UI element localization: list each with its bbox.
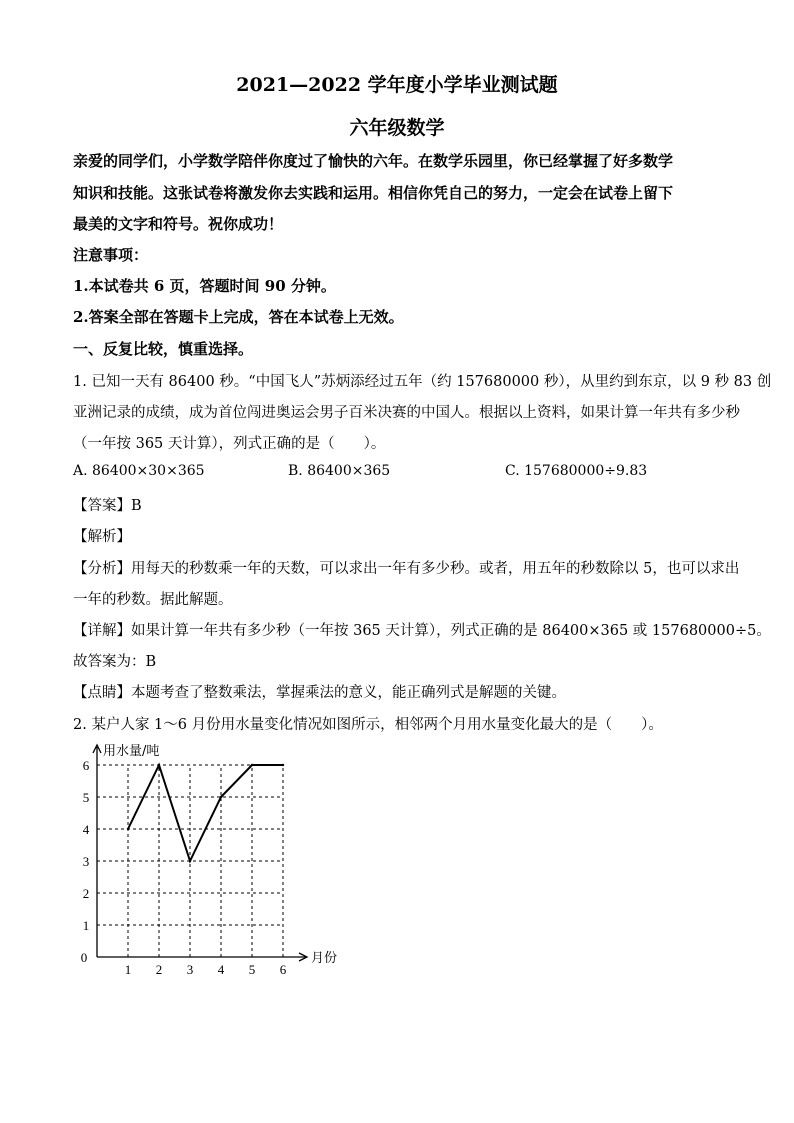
- y-tick-label: 3: [82, 854, 90, 869]
- q1-option-c: C. 157680000÷9.83: [505, 463, 648, 479]
- x-tick-label: 3: [186, 962, 194, 977]
- x-tick-label: 6: [279, 962, 287, 977]
- notes-heading: 注意事项：: [73, 246, 149, 264]
- x-tick-label: 5: [248, 962, 256, 977]
- q1-option-a: A. 86400×30×365: [73, 463, 205, 479]
- intro-line-3: 最美的文字和符号。祝你成功！: [73, 215, 284, 233]
- notes-item-1: 1.本试卷共 6 页，答题时间 90 分钟。: [73, 277, 336, 295]
- section-heading: 一、反复比较，慎重选择。: [73, 340, 254, 358]
- y-tick-label: 4: [82, 822, 90, 837]
- y-tick-label: 6: [82, 758, 90, 773]
- q1-analysis-line-1: 【分析】用每天的秒数乘一年的天数，可以求出一年有多少秒。或者，用五年的秒数除以 5，也可以求出: [73, 561, 740, 577]
- origin-label: 0: [80, 950, 88, 965]
- x-tick-label: 4: [217, 962, 225, 977]
- q1-option-b: B. 86400×365: [288, 463, 391, 479]
- data-point: [282, 764, 284, 766]
- notes-item-2: 2.答案全部在答题卡上完成，答在本试卷上无效。: [73, 308, 404, 326]
- water-usage-series-line: [128, 765, 283, 861]
- y-tick-label: 5: [82, 790, 90, 805]
- q1-line-3: （一年按 365 天计算），列式正确的是（ ）。: [73, 436, 386, 452]
- water-usage-line-chart: [70, 740, 360, 980]
- x-tick-label: 1: [124, 962, 132, 977]
- data-point: [127, 828, 129, 830]
- y-tick-label: 1: [82, 918, 90, 933]
- data-point: [189, 860, 191, 862]
- data-point: [251, 764, 253, 766]
- q1-conclusion: 故答案为：B: [73, 654, 157, 670]
- intro-line-1: 亲爱的同学们，小学数学陪伴你度过了愉快的六年。在数学乐园里，你已经掌握了好多数学: [73, 152, 674, 170]
- q1-answer: 【答案】B: [73, 498, 142, 514]
- x-axis-label: 月份: [311, 951, 338, 966]
- q1-detail: 【详解】如果计算一年共有多少秒（一年按 365 天计算），列式正确的是 86400×365 或 157680000÷5。: [73, 623, 771, 639]
- exam-title: 2021—2022 学年度小学毕业测试题: [236, 74, 558, 96]
- y-axis-label: 用水量/吨: [103, 744, 160, 759]
- q1-line-2: 亚洲记录的成绩，成为首位闯进奥运会男子百米决赛的中国人。根据以上资料，如果计算一年共有多少秒: [73, 405, 740, 421]
- q2-line-1: 2. 某户人家 1～6 月份用水量变化情况如图所示，相邻两个月用水量变化最大的是（ ）。: [73, 717, 663, 733]
- data-point: [158, 764, 160, 766]
- y-tick-label: 2: [82, 886, 90, 901]
- q1-line-1: 1. 已知一天有 86400 秒。“中国飞人”苏炳添经过五年（约 157680000 秒），从里约到东京，以 9 秒 83 创: [73, 374, 772, 390]
- q1-analysis-line-2: 一年的秒数。据此解题。: [73, 592, 233, 608]
- q1-comment: 【点睛】本题考查了整数乘法，掌握乘法的意义，能正确列式是解题的关键。: [73, 685, 566, 701]
- exam-subtitle: 六年级数学: [349, 117, 445, 139]
- q1-analysis-heading: 【解析】: [73, 529, 131, 545]
- x-tick-label: 2: [155, 962, 163, 977]
- data-point: [220, 796, 222, 798]
- intro-line-2: 知识和技能。这张试卷将激发你去实践和运用。相信你凭自己的努力，一定会在试卷上留下: [73, 184, 674, 202]
